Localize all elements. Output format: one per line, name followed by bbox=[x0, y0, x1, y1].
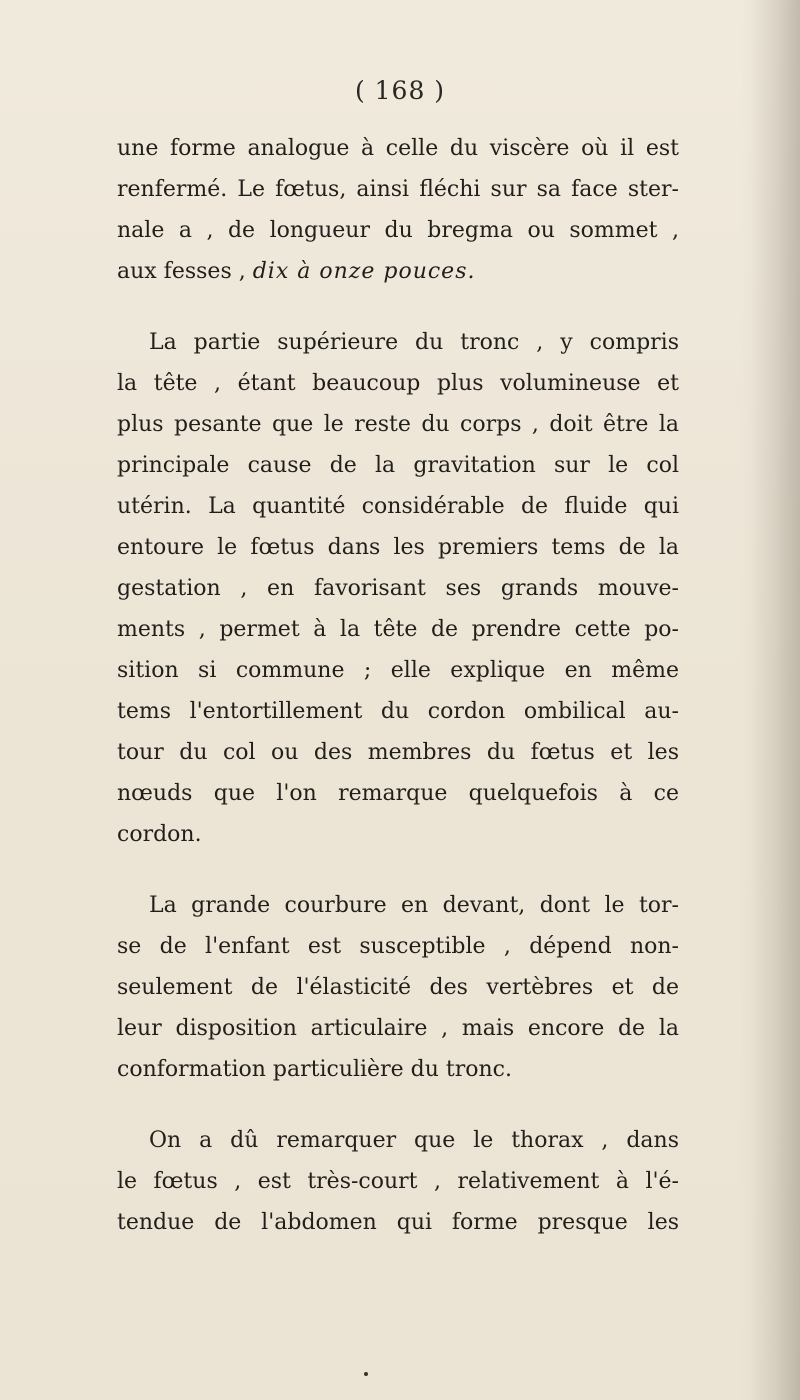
text-span: aux fesses , bbox=[117, 259, 253, 284]
ink-speck bbox=[364, 1372, 368, 1376]
text-line-final bbox=[117, 251, 679, 292]
page-edge-shadow bbox=[740, 0, 800, 1400]
text-line: utérin. La quantité considérable de fluide qui bbox=[117, 494, 679, 519]
text-line: renfermé. Le fœtus, ainsi fléchi sur sa face ster- bbox=[117, 177, 679, 202]
text-line: tendue de l'abdomen qui forme presque les bbox=[117, 1210, 679, 1235]
text-line: nale a , de longueur du bregma ou sommet , bbox=[117, 218, 679, 243]
italic-measure: dix à onze pouces. bbox=[252, 259, 476, 284]
text-line: On a dû remarquer que le thorax , dans bbox=[149, 1128, 679, 1153]
text-line: tems l'entortillement du cordon ombilical au- bbox=[117, 699, 679, 724]
page-number-header: ( 168 ) bbox=[354, 76, 446, 105]
text-line: seulement de l'élasticité des vertèbres et de bbox=[117, 975, 679, 1000]
text-line: principale cause de la gravitation sur le col bbox=[117, 453, 679, 478]
paragraph-3 bbox=[117, 885, 679, 1090]
text-line: le fœtus , est très-court , relativement à l'é- bbox=[117, 1169, 679, 1194]
paragraph-4 bbox=[117, 1120, 679, 1243]
body-text bbox=[117, 128, 679, 1243]
text-line: se de l'enfant est susceptible , dépend non- bbox=[117, 934, 679, 959]
text-line-final: conformation particulière du tronc. bbox=[117, 1057, 512, 1082]
text-line: leur disposition articulaire , mais encore de la bbox=[117, 1016, 679, 1041]
text-line: entoure le fœtus dans les premiers tems de la bbox=[117, 535, 679, 560]
text-line: sition si commune ; elle explique en même bbox=[117, 658, 679, 683]
paragraph-2 bbox=[117, 322, 679, 855]
text-line: ments , permet à la tête de prendre cette po- bbox=[117, 617, 679, 642]
paragraph-1 bbox=[117, 128, 679, 292]
paragraph-gap bbox=[117, 1090, 679, 1120]
text-line: nœuds que l'on remarque quelquefois à ce bbox=[117, 781, 679, 806]
text-line: La grande courbure en devant, dont le tor- bbox=[149, 893, 679, 918]
text-line: La partie supérieure du tronc , y compris bbox=[149, 330, 679, 355]
text-line: gestation , en favorisant ses grands mouve- bbox=[117, 576, 679, 601]
paragraph-gap bbox=[117, 855, 679, 885]
text-line: tour du col ou des membres du fœtus et les bbox=[117, 740, 679, 765]
text-line-final: cordon. bbox=[117, 822, 202, 847]
paragraph-gap bbox=[117, 292, 679, 322]
text-line: une forme analogue à celle du viscère où il est bbox=[117, 136, 679, 161]
text-line: la tête , étant beaucoup plus volumineuse et bbox=[117, 371, 679, 396]
text-line: plus pesante que le reste du corps , doit être la bbox=[117, 412, 679, 437]
